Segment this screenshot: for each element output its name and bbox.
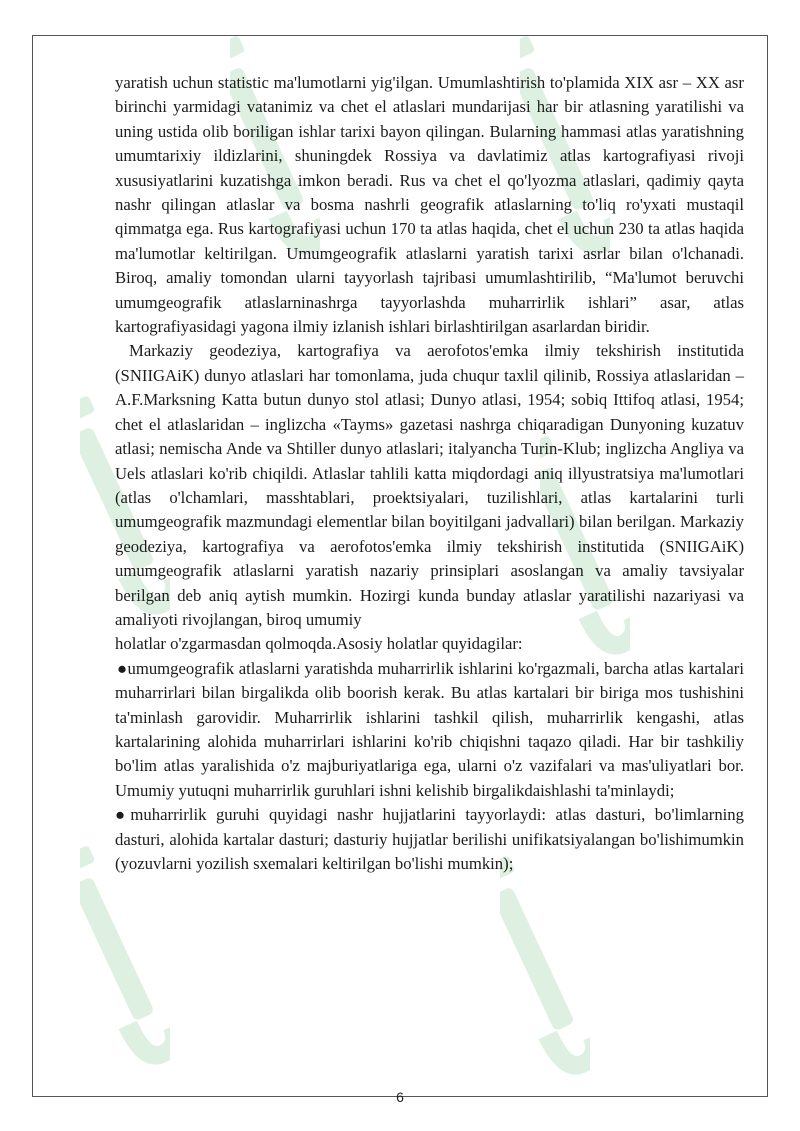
bullet-item: ●muharrirlik guruhi quyidagi nashr hujjatlarini tayyorlaydi: atlas dasturi, bo'limlarning dasturi, alohida kartalar dasturi; dasturiy hujjatlar berilishi unifikatsiyalangan bo'lishimumkin (yozuvlarni yozilish sxemalari keltirilgan bo'lishi mumkin); <box>115 805 744 873</box>
paragraph: yaratish uchun statistic ma'lumotlarni yig'ilgan. Umumlashtirish to'plamida XIX asr – XX asr birinchi yarmidagi vatanimiz va chet el atlaslari mundarijasi har bir atlasning yaratilishi va uning ustida olib boriligan ishlar tarixi bayon qilingan. Bularning hammasi atlas yaratishning umumtarixiy ildizlarini, shuningdek Rossiya va davlatimiz atlas kartografiyasi rivoji xususiyatlarini kuzatishga imkon beradi. Rus va chet el qo'lyozma atlaslari, qadimiy qayta nashr qilingan atlaslar va bosma nashrli geografik atlaslarning to'liq ro'yxati mustaqil qimmatga ega. Rus kartografiyasi uchun 170 ta atlas haqida, chet el uchun 230 ta atlas haqida ma'lumotlar keltirilgan. Umumgeografik atlaslarni yaratish tarixi asrlar bilan o'lchanadi. Biroq, amaliy tomondan ularni tayyorlash tajribasi umumlashtirilib, “Ma'lumot beruvchi umumgeografik atlaslarninashrga tayyorlashda muharrirlik ishlari” asar, atlas kartografiyasidagi yagona ilmiy izlanish ishlari birlashtirilgan asarlardan biridir. <box>115 73 744 337</box>
bullet-item: ●umumgeografik atlaslarni yaratishda muharrirlik ishlarini ko'rgazmali, barcha atlas kartalari muharrirlari bilan birgalikda olib boorish kerak. Bu atlas kartalari bir biriga mos tushishini ta'minlash garovidir. Muharrirlik ishlarini tashkil qilish, muharrirlik kengashi, atlas kartalarining alohida muharrirlari ishlarini ko'rib chiqishni taqazo qiladi. Har bir tashkiliy bo'lim atlas yaralishida o'z majburiyatlariga ega, ularni o'z vazifalari va mas'uliyatlari bor. Umumiy yutuqni muharrirlik guruhlari ishni kelishib birgalikdaishlashi ta'minlaydi; <box>115 658 744 800</box>
page-number: 6 <box>396 1089 404 1105</box>
document-body <box>115 71 744 876</box>
paragraph: Markaziy geodeziya, kartografiya va aerofotos'emka ilmiy tekshirish institutida (SNIIGAiK) dunyo atlaslari har tomonlama, juda chuqur taxlil qilinib, Rossiya atlaslaridan – A.F.Marksning Katta butun dunyo stol atlasi; Dunyo atlasi, 1954; sobiq Ittifoq atlasi, 1954; chet el atlaslaridan – inglizcha «Tayms» gazetasi nashrga chiqaradigan Dunyoning kuzatuv atlasi; nemischa Ande va Shtiller dunyo atlaslari; italyancha Turin-Klub; inglizcha Angliya va Uels atlaslari ko'rib chiqildi. Atlaslar tahlili katta miqdordagi aniq illyustratsiya ma'lumotlari (atlas o'lchamlari, masshtablari, proektsiyalari, tuzilishlari, atlas kartalarini turli umumgeografik mazmundagi elementlar bilan boyitilgani jadvallari) bilan berilgan. Markaziy geodeziya, kartografiya va aerofotos'emka ilmiy tekshirish institutida (SNIIGAiK) umumgeografik atlaslarni yaratish nazariy prinsiplari asoslangan va amaliy tavsiyalar berilgan deb aniq aytish mumkin. Hozirgi kunda bunday atlaslar yaratilishi nazariyasi va amaliyoti rivojlangan, biroq umumiy <box>115 341 744 629</box>
paragraph: holatlar o'zgarmasdan qolmoqda.Asosiy holatlar quyidagilar: <box>115 634 523 654</box>
